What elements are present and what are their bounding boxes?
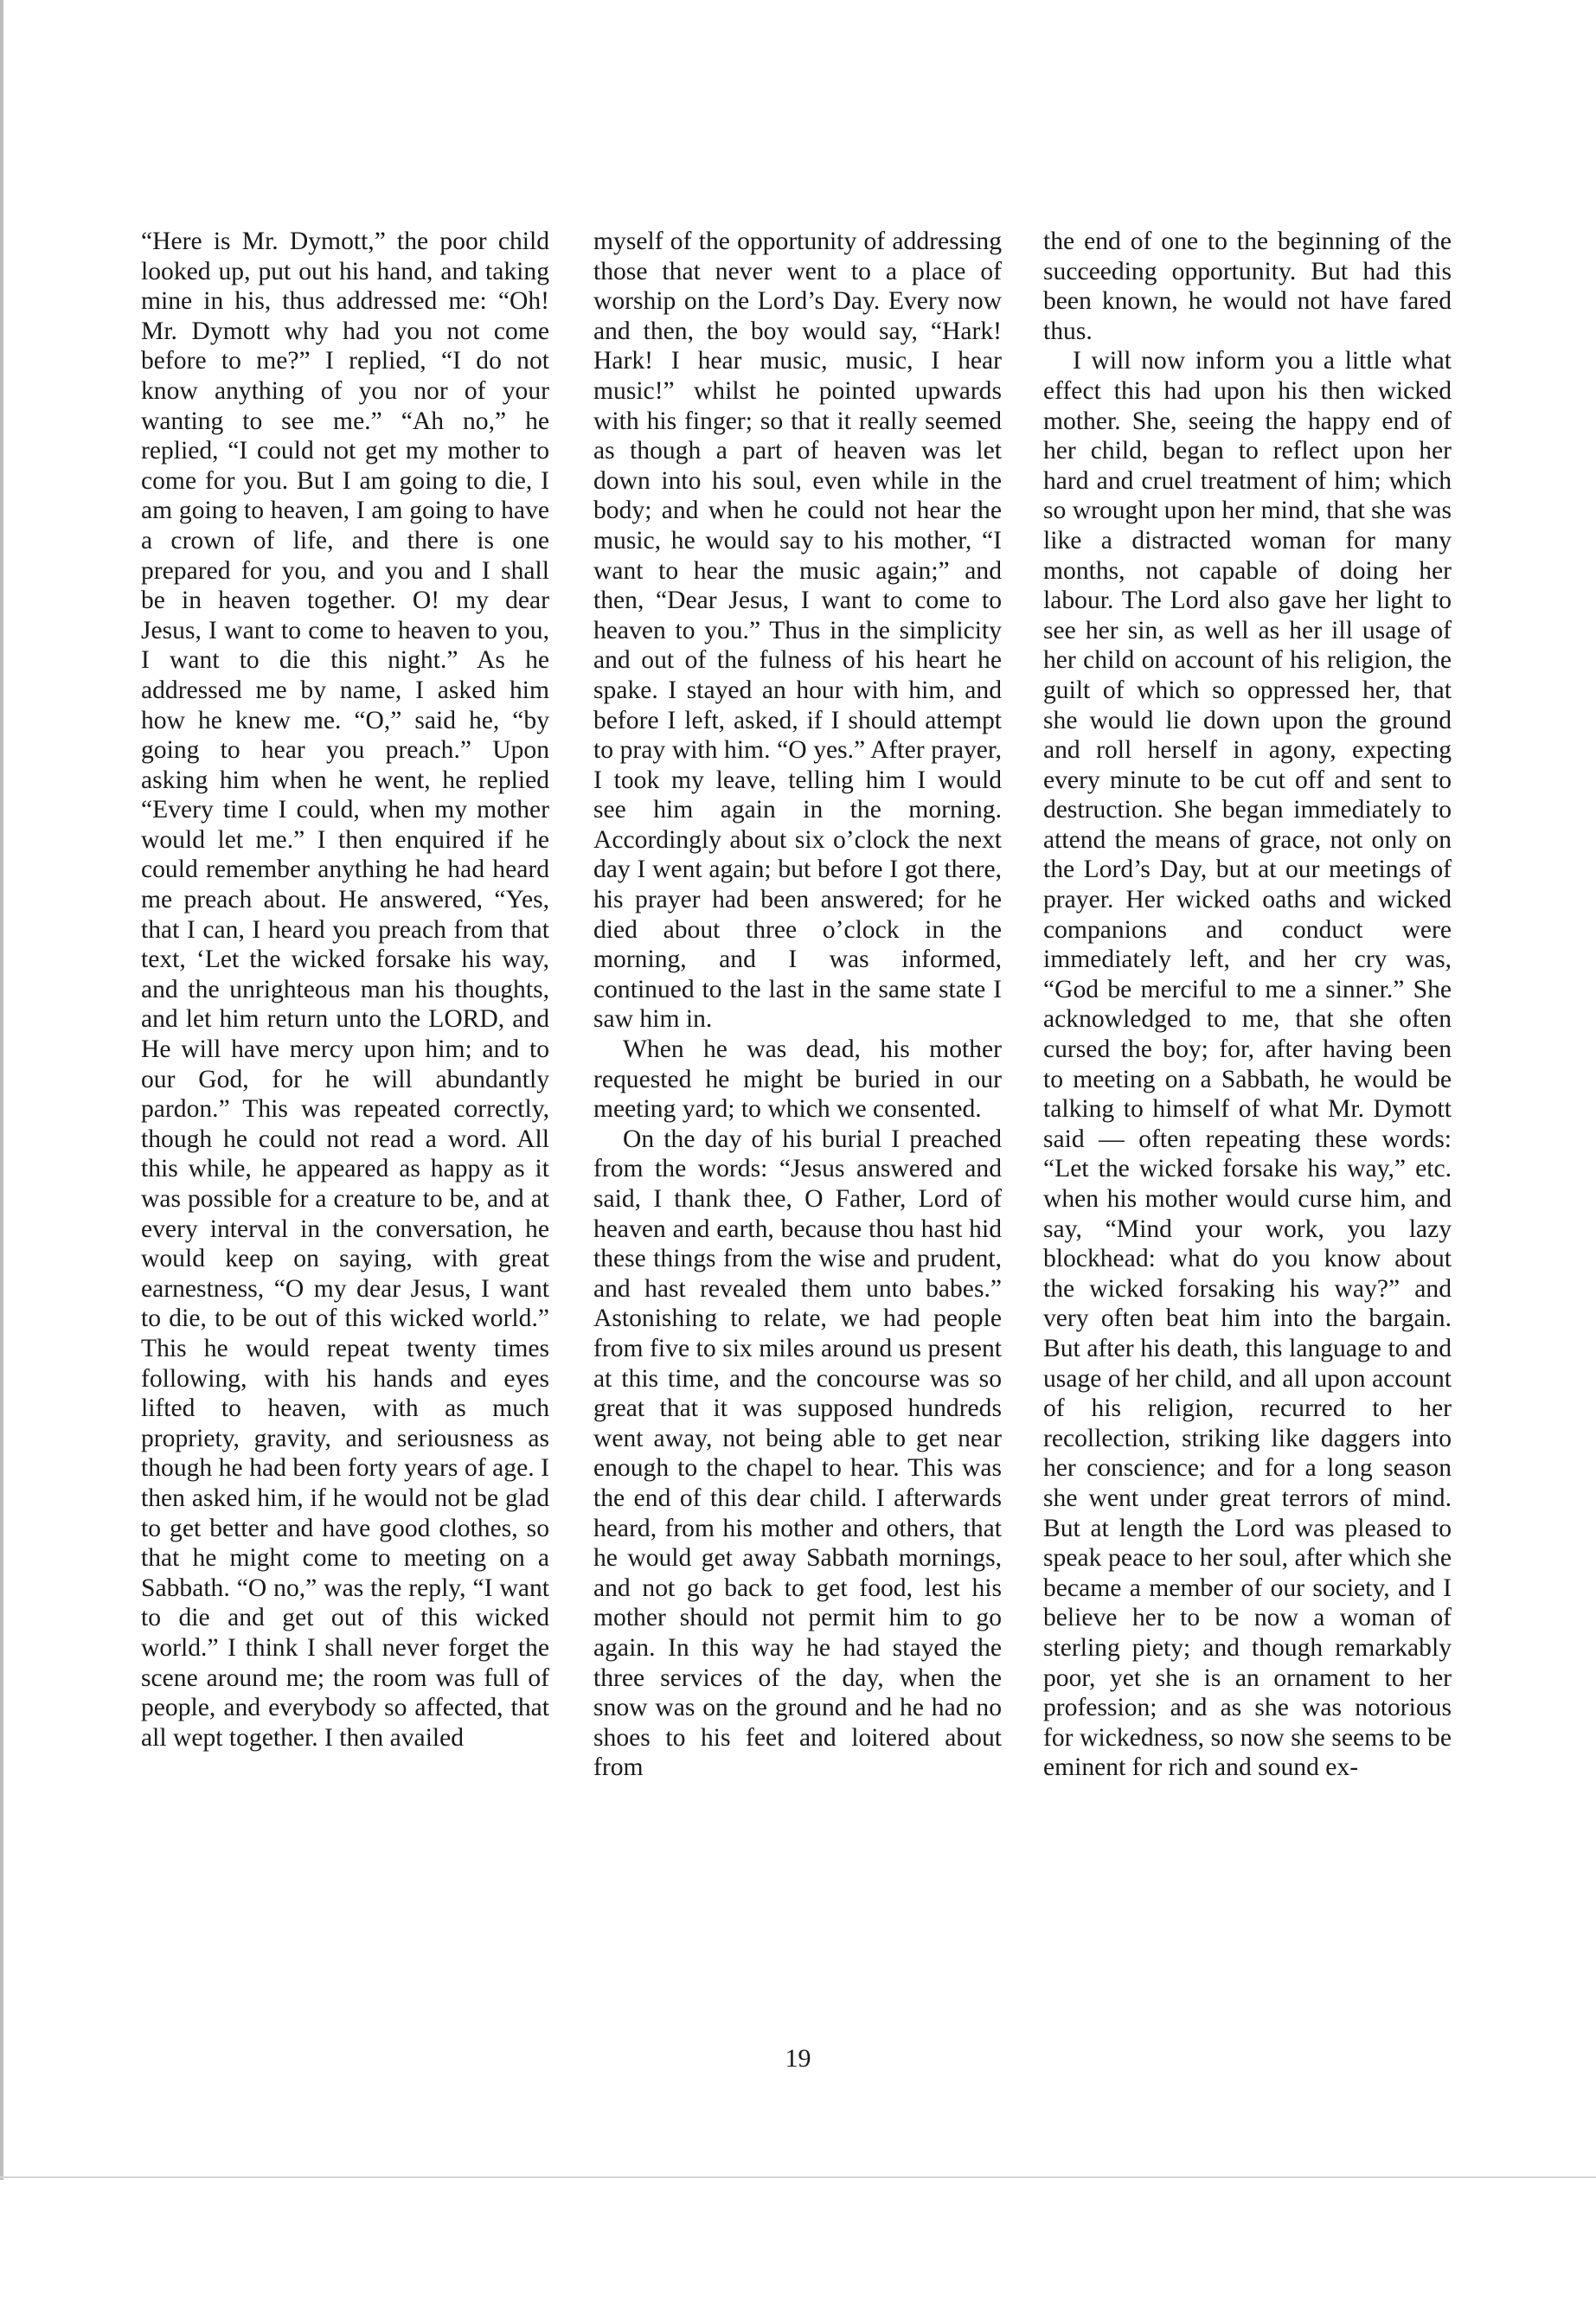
paragraph: myself of the opportunity of addressing those that never went to a place of worship on the Lord’s Day. Every now and then, the boy would say, “Hark! Hark! I hear music, music, I hear music!” whilst he pointed upwards with his finger; so that it really seemed as though a part of heaven was let down into his soul, even while in the body; and when he could not hear the music, he would say to his mother, “I want to hear the music again;” and then, “Dear Jesus, I want to come to heaven to you.” Thus in the simplicity and out of the fulness of his heart he spake. I stayed an hour with him, and before I left, asked, if I should attempt to pray with him. “O yes.” After prayer, I took my leave, telling him I would see him again in the morning. Accordingly about six o’clock the next day I went again; but before I got there, his prayer had been answered; for he died about three o’clock in the morning, and I was informed, continued to the last in the same state I saw him in.	[593, 228, 1002, 1034]
text-column-2	[593, 227, 1002, 1783]
page-bottom-edge	[0, 2176, 1596, 2178]
paragraph: I will now inform you a little what effect this had upon his then wicked mother. She, seeing the happy end of her child, began to reflect upon her hard and cruel treatment of him; which so wrought upon her mind, that she was like a distracted woman for many months, not capable of doing her labour. The Lord also gave her light to see her sin, as well as her ill usage of her child on account of his religion, the guilt of which so oppressed her, that she would lie down upon the ground and roll herself in agony, expecting every minute to be cut off and sent to destruction. She began immediately to attend the means of grace, not only on the Lord’s Day, but at our meetings of prayer. Her wicked oaths and wicked companions and conduct were immediately left, and her cry was, “God be merciful to me a sinner.” She acknowledged to me, that she often cursed the boy; for, after having been to meeting on a Sabbath, he would be talking to himself of what Mr. Dymott said — often repeating these words: “Let the wicked forsake his way,” etc. when his mother would curse him, and say, “Mind your work, you lazy blockhead: what do you know about the wicked forsaking his way?” and very often beat him into the bargain. But after his death, this language to and usage of her child, and all upon account of his religion, recurred to her recollection, striking like daggers into her conscience; and for a long season she went under great terrors of mind. But at length the Lord was pleased to speak peace to her soul, after which she became a member of our society, and I believe her to be now a woman of sterling piety; and though remarkably poor, yet she is an ornament to her profession; and as she was notorious for wickedness, so now she seems to be eminent for rich and sound ex-	[1043, 347, 1452, 1782]
paragraph: the end of one to the beginning of the succeeding opportunity. But had this been known, he would not have fared thus.	[1043, 228, 1452, 345]
text-column-3	[1043, 227, 1452, 1783]
paragraph: When he was dead, his mother requested he might be buried in our meeting yard; to which we consented.	[593, 1035, 1002, 1124]
text-column-1	[141, 227, 549, 1753]
page-left-edge	[0, 0, 3, 2180]
paragraph: On the day of his burial I preached from the words: “Jesus answered and said, I thank thee, O Father, Lord of heaven and earth, because thou hast hid these things from the wise and prudent, and hast revealed them unto babes.” Astonishing to relate, we had people from five to six miles around us present at this time, and the concourse was so great that it was supposed hundreds went away, not being able to get near enough to the chapel to hear. This was the end of this dear child. I afterwards heard, from his mother and others, that he would get away Sabbath mornings, and not go back to get food, lest his mother should not permit him to go again. In this way he had stayed the three services of the day, when the snow was on the ground and he had no shoes to his feet and loitered about from	[593, 1125, 1002, 1782]
paragraph: “Here is Mr. Dymott,” the poor child looked up, put out his hand, and taking mine in his, thus addressed me: “Oh! Mr. Dymott why had you not come before to me?” I replied, “I do not know anything of you nor of your wanting to see me.” “Ah no,” he replied, “I could not get my mother to come for you. But I am going to die, I am going to heaven, I am going to have a crown of life, and there is one prepared for you, and you and I shall be in heaven together. O! my dear Jesus, I want to come to heaven to you, I want to die this night.” As he addressed me by name, I asked him how he knew me. “O,” said he, “by going to hear you preach.” Upon asking him when he went, he replied “Every time I could, when my mother would let me.” I then enquired if he could remember anything he had heard me preach about. He answered, “Yes, that I can, I heard you preach from that text, ‘Let the wicked forsake his way, and the unrighteous man his thoughts, and let him return unto the LORD, and He will have mercy upon him; and to our God, for he will abundantly pardon.” This was repeated correctly, though he could not read a word. All this while, he appeared as happy as it was possible for a creature to be, and at every interval in the conversation, he would keep on saying, with great earnestness, “O my dear Jesus, I want to die, to be out of this wicked world.” This he would repeat twenty times following, with his hands and eyes lifted to heaven, with as much propriety, gravity, and seriousness as though he had been forty years of age. I then asked him, if he would not be glad to get better and have good clothes, so that he might come to meeting on a Sabbath. “O no,” was the reply, “I want to die and get out of this wicked world.” I think I shall never forget the scene around me; the room was full of people, and everybody so affected, that all wept together. I then availed	[141, 228, 549, 1752]
page-number: 19	[785, 2044, 811, 2073]
